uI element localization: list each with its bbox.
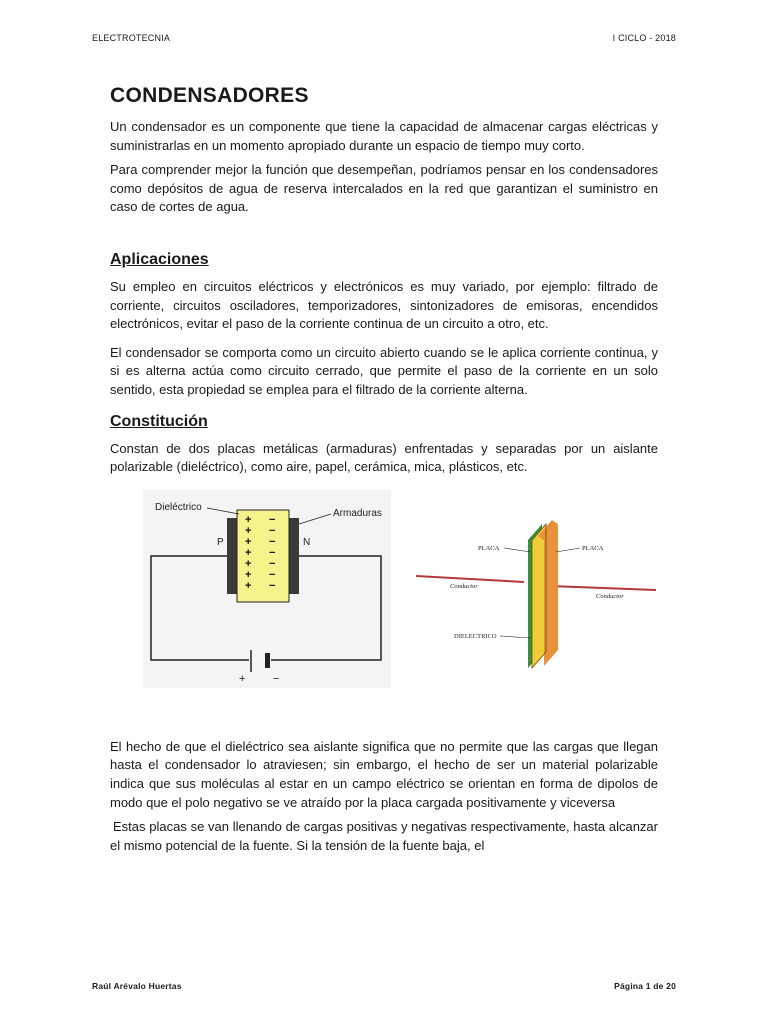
left-conductor-wire bbox=[416, 576, 524, 582]
svg-text:+: + bbox=[245, 579, 252, 592]
svg-text:+: + bbox=[245, 524, 252, 537]
aplicaciones-paragraph-1: Su empleo en circuitos eléctricos y electrónicos es muy variado, por ejemplo: filtrado de corriente, circuitos osciladores, temporizadores, sintonizadores de emisoras, encendidos electrónicos, evitar el paso de la corriente continua de un circuito a otro, etc. bbox=[110, 278, 658, 332]
battery-short-plate bbox=[265, 653, 270, 668]
svg-text:−: − bbox=[269, 568, 276, 581]
figures-row bbox=[110, 490, 658, 698]
label-dielectrico: Dieléctrico bbox=[155, 501, 202, 513]
page-footer bbox=[92, 981, 676, 991]
page-header bbox=[92, 33, 676, 43]
left-plate bbox=[227, 518, 237, 594]
label-armaduras: Armaduras bbox=[333, 507, 382, 519]
intro-paragraph-1: Un condensador es un componente que tiene la capacidad de almacenar cargas eléctricas y suministrarlas en un momento apropiado durante un espacio de tiempo muy corto. bbox=[110, 119, 658, 153]
svg-text:−: − bbox=[269, 557, 276, 570]
label-conductor-left: Conductor bbox=[450, 582, 478, 590]
section-heading-constitucion: Constitución bbox=[110, 412, 208, 430]
svg-text:+: + bbox=[245, 513, 252, 526]
intro-paragraph-2: Para comprender mejor la función que desempeñan, podríamos pensar en los condensadores como depósitos de agua de reserva intercalados en la red que garantizan el suministro en caso de cortes de agua. bbox=[110, 162, 658, 215]
section-heading-aplicaciones: Aplicaciones bbox=[110, 250, 209, 268]
header-cycle: I CICLO - 2018 bbox=[612, 33, 676, 43]
right-plate bbox=[289, 518, 299, 594]
body-paragraph-2: Estas placas se van llenando de cargas positivas y negativas respectivamente, hasta alcanzar el mismo potencial de la fuente. Si la tensión de la fuente baja, el bbox=[110, 819, 658, 853]
label-n: N bbox=[303, 536, 311, 548]
svg-text:+: + bbox=[245, 535, 252, 548]
footer-page-number: Página 1 de 20 bbox=[614, 981, 676, 991]
svg-text:+: + bbox=[245, 568, 252, 581]
body-paragraph-1: El hecho de que el dieléctrico sea aislante significa que no permite que las cargas que llegan hasta el condensador lo atraviesen; sin embargo, el hecho de ser un material polarizable indica que sus moléculas al estar en un campo eléctrico se orientan en forma de dipolos de modo que el polo negativo se ve atraído por la placa cargada positivamente y viceversa bbox=[110, 738, 658, 810]
page-title: CONDENSADORES bbox=[110, 84, 309, 107]
header-subject: ELECTROTECNIA bbox=[92, 33, 171, 43]
aplicaciones-paragraph-2: El condensador se comporta como un circuito abierto cuando se le aplica corriente continua, y si es alterna actúa como circuito cerrado, que permite el paso de la corriente en un solo sentido, esta propiedad se emplea para el filtrado de la corriente alterna. bbox=[110, 344, 658, 397]
label-dielectrico-right: DIELECTRICO bbox=[454, 632, 497, 640]
label-conductor-right: Conductor bbox=[596, 592, 624, 600]
svg-text:−: − bbox=[269, 546, 276, 559]
footer-author: Raúl Arévalo Huertas bbox=[92, 981, 182, 991]
document-body bbox=[110, 84, 658, 855]
label-placa-right: PLACA bbox=[582, 544, 604, 552]
battery-minus-label: − bbox=[273, 672, 280, 685]
svg-text:−: − bbox=[269, 535, 276, 548]
capacitor-plates-figure bbox=[416, 490, 660, 688]
svg-text:+: + bbox=[245, 557, 252, 570]
svg-text:+: + bbox=[245, 546, 252, 559]
right-conductor-wire bbox=[550, 586, 656, 590]
svg-text:−: − bbox=[269, 513, 276, 526]
dielectric-slab bbox=[532, 524, 546, 668]
capacitor-circuit-figure bbox=[143, 490, 391, 688]
battery-plus-label: + bbox=[239, 672, 246, 685]
svg-text:−: − bbox=[269, 579, 276, 592]
label-placa-left: PLACA bbox=[478, 544, 500, 552]
constitucion-paragraph-1: Constan de dos placas metálicas (armaduras) enfrentadas y separadas por un aislante polarizable (dieléctrico), como aire, papel, cerámica, mica, plásticos, etc. bbox=[110, 440, 658, 475]
svg-text:−: − bbox=[269, 524, 276, 537]
label-p: P bbox=[217, 536, 224, 548]
